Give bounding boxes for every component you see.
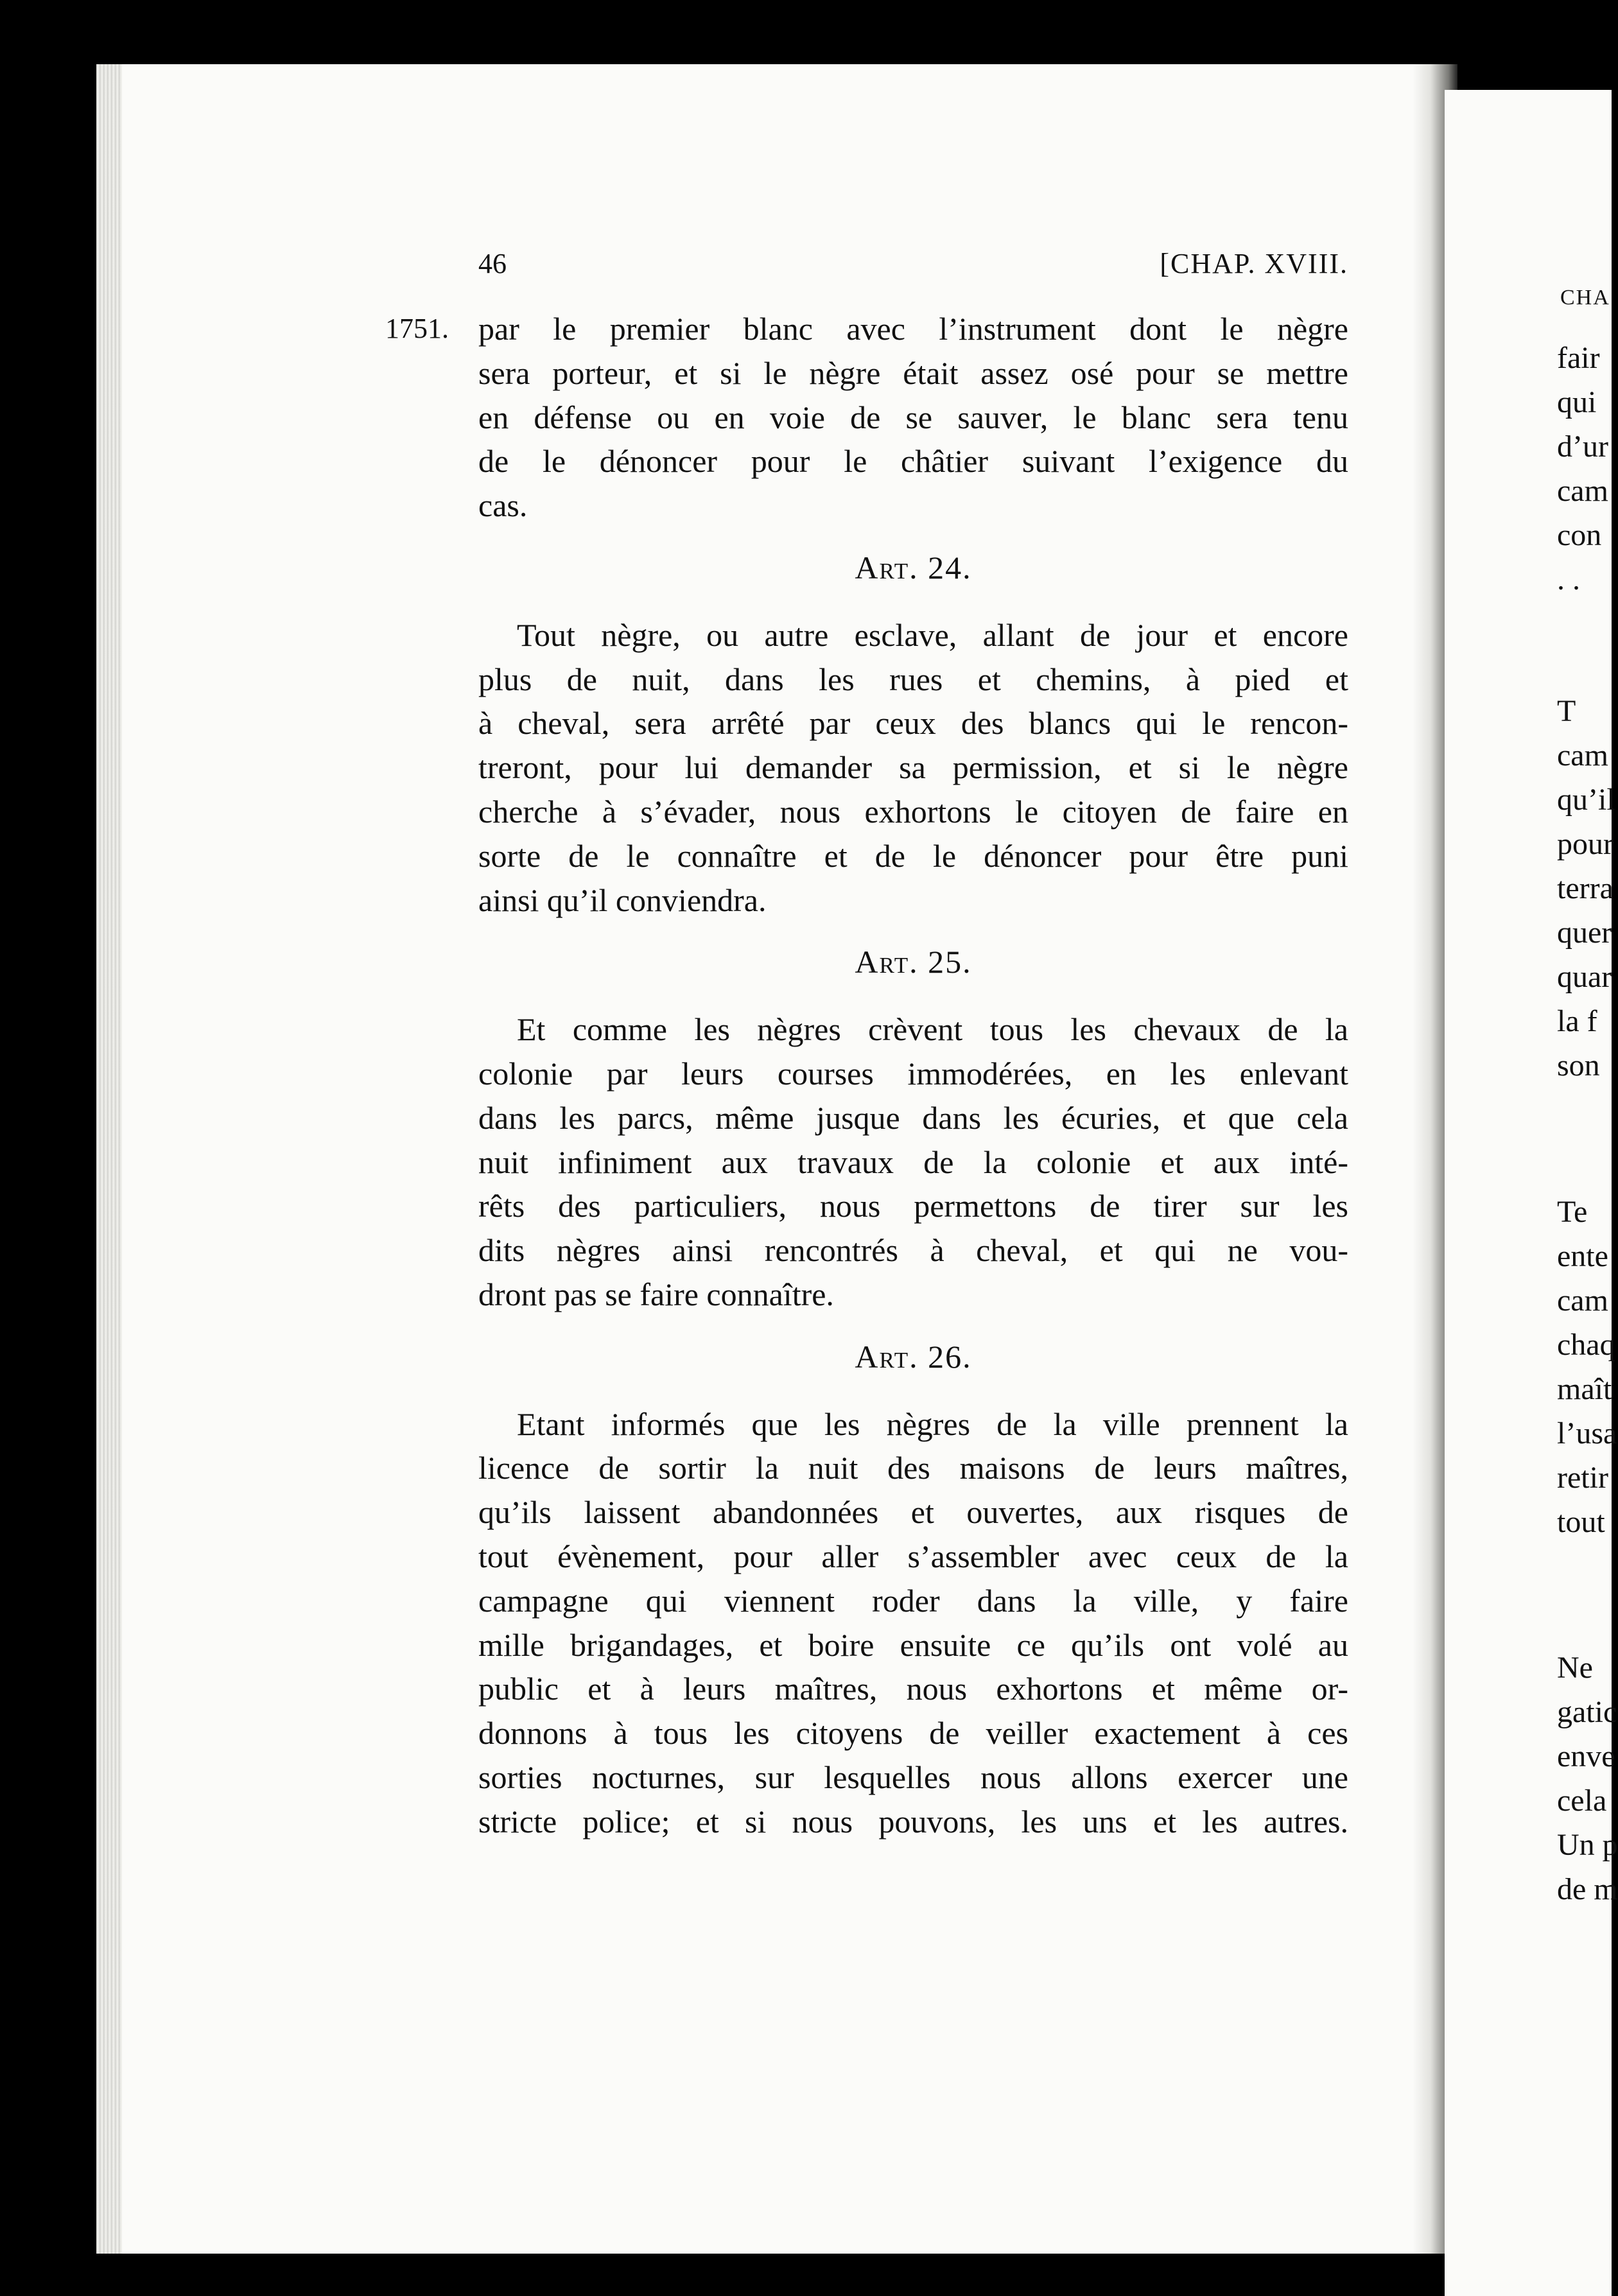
page-edge-stack (96, 64, 122, 2254)
text-line: dits nègres ainsi rencontrés à cheval, et qui ne vou- (478, 1232, 1348, 1269)
margin-year: 1751. (385, 313, 449, 344)
text-line: Tout nègre, ou autre esclave, allant de jour et encore (517, 616, 1348, 653)
facing-page-line: Te (1557, 1195, 1588, 1229)
facing-page-line: l’usa (1557, 1416, 1617, 1450)
text-line: Et comme les nègres crèvent tous les chevaux de la (517, 1011, 1348, 1048)
facing-page-line: cam (1557, 1283, 1608, 1318)
article-24-heading: Art. 24. (855, 549, 972, 586)
facing-page-line: qui (1557, 385, 1597, 419)
text-line: nuit infiniment aux travaux de la colonie et aux inté- (478, 1144, 1348, 1180)
facing-page-line: de m (1557, 1872, 1618, 1906)
text-line: sorte de le connaître et de le dénoncer pour être puni (478, 837, 1348, 874)
facing-page-header: CHA (1560, 286, 1610, 309)
facing-page-line: retir (1557, 1461, 1608, 1495)
text-line: plus de nuit, dans les rues et chemins, à pied et (478, 661, 1348, 697)
text-line: dans les parcs, même jusque dans les écuries, et que cela (478, 1099, 1348, 1136)
paragraph-3 (478, 1007, 1348, 1317)
text-line: rêts des particuliers, nous permettons de tirer sur les (478, 1188, 1348, 1224)
facing-page (1445, 90, 1612, 2296)
facing-page-line: quer (1557, 916, 1612, 950)
facing-page-line: ente (1557, 1239, 1608, 1273)
facing-page-line: la f (1557, 1004, 1597, 1038)
text-line: cas. (478, 487, 528, 524)
text-line: public et à leurs maîtres, nous exhortons et même or- (478, 1671, 1348, 1707)
facing-page-line: fair (1557, 341, 1600, 375)
facing-page-line: cam (1557, 474, 1608, 508)
paragraph-4 (478, 1402, 1348, 1844)
text-line: par le premier blanc avec l’instrument dont le nègre (478, 311, 1348, 347)
body-text (478, 307, 1348, 1844)
facing-page-line: Un p (1557, 1828, 1618, 1862)
facing-page-line: con (1557, 518, 1602, 552)
article-26-heading: Art. 26. (855, 1338, 972, 1375)
text-line: donnons à tous les citoyens de veiller exactement à ces (478, 1715, 1348, 1752)
text-line: sorties nocturnes, sur lesquelles nous allons exercer une (478, 1759, 1348, 1795)
facing-page-line: Ne (1557, 1651, 1593, 1685)
text-line: ainsi qu’il conviendra. (478, 882, 767, 918)
facing-page-line: maît (1557, 1372, 1612, 1406)
text-line: licence de sortir la nuit des maisons de leurs maîtres, (478, 1450, 1348, 1486)
text-line: mille brigandages, et boire ensuite ce qu’ils ont volé au (478, 1626, 1348, 1663)
chapter-title: [CHAP. XVIII. (1160, 248, 1348, 279)
text-line: cherche à s’évader, nous exhortons le citoyen de faire en (478, 793, 1348, 830)
text-line: dront pas se faire connaître. (478, 1276, 834, 1312)
facing-page-line: pour (1557, 827, 1614, 861)
facing-page-line: chaq (1557, 1328, 1615, 1362)
facing-page-line: d’ur (1557, 430, 1608, 464)
text-line: Etant informés que les nègres de la ville prennent la (517, 1405, 1348, 1442)
paragraph-2 (478, 613, 1348, 923)
text-line: en défense ou en voie de se sauver, le blanc sera tenu (478, 399, 1348, 435)
text-line: campagne qui viennent roder dans la ville, y faire (478, 1582, 1348, 1619)
page-number: 46 (478, 248, 507, 279)
text-line: tout évènement, pour aller s’assembler avec ceux de la (478, 1538, 1348, 1574)
article-25-heading: Art. 25. (855, 944, 972, 980)
facing-page-line: cela (1557, 1784, 1607, 1818)
text-line: stricte police; et si nous pouvons, les uns et les autres. (478, 1803, 1348, 1839)
facing-page-line: qu’il (1557, 783, 1615, 817)
facing-page-line: quar (1557, 960, 1612, 994)
facing-page-line: . . (1557, 562, 1580, 596)
facing-page-line: gatic (1557, 1695, 1617, 1729)
paragraph-1 (478, 307, 1348, 528)
text-line: treront, pour lui demander sa permission, et si le nègre (478, 749, 1348, 786)
facing-page-line: son (1557, 1048, 1600, 1083)
text-line: de le dénoncer pour le châtier suivant l’exigence du (478, 443, 1348, 480)
facing-page-line: tout (1557, 1505, 1605, 1539)
facing-page-line: enve (1557, 1739, 1615, 1773)
text-line: à cheval, sera arrêté par ceux des blancs qui le rencon- (478, 705, 1348, 742)
facing-page-line: cam (1557, 738, 1608, 772)
facing-page-line: T (1557, 694, 1576, 728)
text-line: qu’ils laissent abandonnées et ouvertes, aux risques de (478, 1494, 1348, 1531)
text-line: sera porteur, et si le nègre était assez osé pour se mettre (478, 354, 1348, 391)
text-line: colonie par leurs courses immodérées, en les enlevant (478, 1055, 1348, 1091)
running-header (478, 247, 1348, 286)
facing-page-line: terra (1557, 871, 1614, 905)
